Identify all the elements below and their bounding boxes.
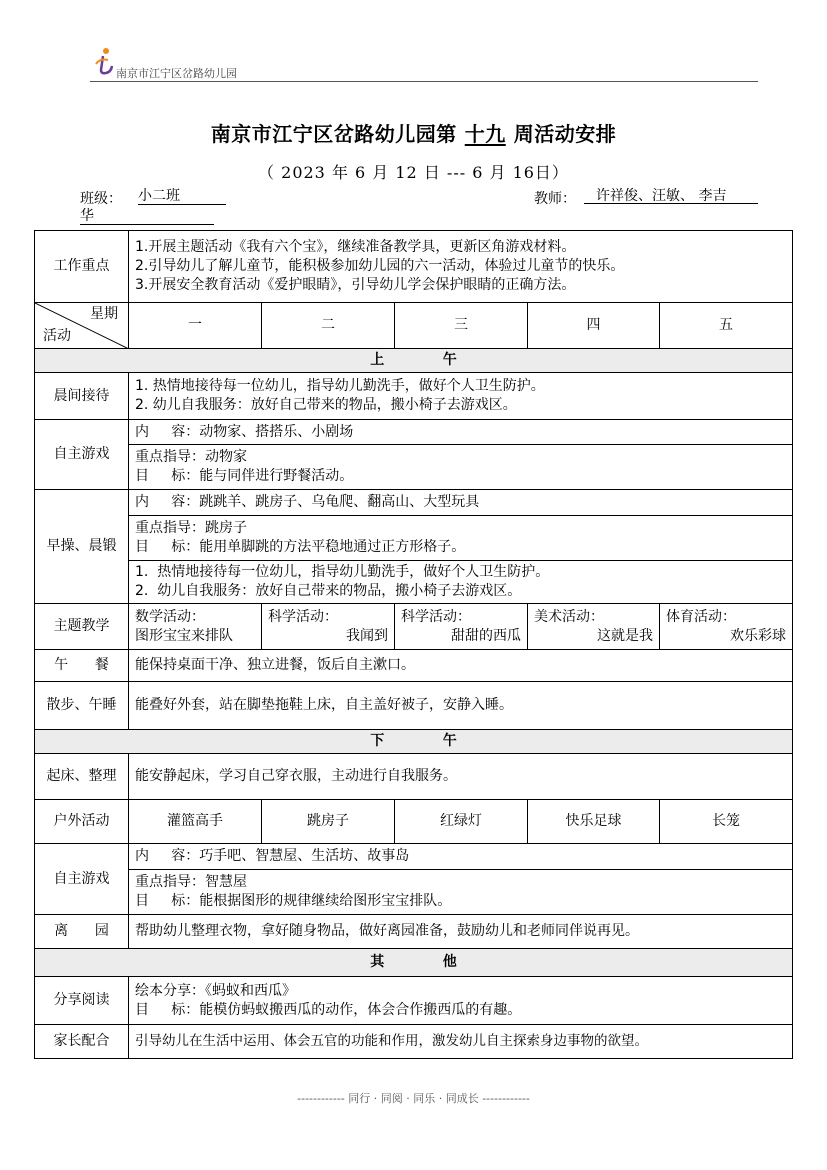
leave-text: 帮助幼儿整理衣物，拿好随身物品，做好离园准备，鼓励幼儿和老师同伴说再见。 [129, 915, 793, 949]
leave-row [35, 915, 793, 949]
focus-item: 2.引导幼儿了解儿童节，能积极参加幼儿园的六一活动，体验过儿童节的快乐。 [135, 258, 625, 274]
lunch-text: 能保持桌面干净、独立进餐，饭后自主漱口。 [129, 650, 793, 682]
exercise-label: 早操、晨锻 [35, 490, 129, 604]
page-title [0, 118, 827, 147]
exercise-goal-row [35, 516, 793, 561]
outdoor-day: 跳房子 [262, 800, 395, 844]
free-play-am-goal-row [35, 445, 793, 490]
theme-name: 这就是我 [597, 627, 653, 644]
section-other-row [35, 949, 793, 977]
section-morning: 上 午 [35, 349, 793, 373]
section-other: 其 他 [35, 949, 793, 977]
free-play-am-content: 内 容：动物家、搭搭乐、小剧场 [129, 420, 793, 445]
nap-text: 能叠好外套，站在脚垫拖鞋上床，自主盖好被子，安静入睡。 [129, 682, 793, 730]
header-school-name: 南京市江宁区岔路幼儿园 [116, 67, 237, 80]
theme-type: 科学活动： [401, 608, 471, 625]
teacher-label: 教师： [534, 191, 576, 207]
title-prefix: 南京市江宁区岔路幼儿园第 [210, 122, 457, 146]
reading-goal: 目 标：能模仿蚂蚁搬西瓜的动作，体会合作搬西瓜的有趣。 [135, 1001, 522, 1018]
free-play-pm-content: 内 容：巧手吧、智慧屋、生活坊、故事岛 [129, 844, 793, 870]
date-range: （ 2023 年 6 月 12 日 --- 6 月 16日） [258, 163, 569, 182]
theme-type: 体育活动： [666, 608, 736, 625]
reception-row [35, 373, 793, 420]
outdoor-day: 红绿灯 [395, 800, 528, 844]
teacher-value: 许祥俊、汪敏、 李吉 [584, 188, 758, 204]
page-header [90, 46, 758, 84]
free-play-pm-focus: 重点指导：智慧屋 [135, 874, 247, 890]
theme-type: 数学活动： [135, 608, 205, 625]
outdoor-day: 灌篮高手 [129, 800, 262, 844]
day-header: 一 [129, 303, 262, 349]
reading-label: 分享阅读 [35, 977, 129, 1025]
nap-row [35, 682, 793, 730]
exercise-focus: 重点指导：跳房子 [135, 520, 247, 536]
exercise-lines-row [35, 561, 793, 604]
focus-row [35, 231, 793, 303]
reading-row [35, 977, 793, 1025]
theme-row [35, 604, 793, 650]
section-afternoon: 下 午 [35, 730, 793, 754]
parents-label: 家长配合 [35, 1025, 129, 1059]
header-divider [90, 81, 758, 82]
free-play-pm-content-row [35, 844, 793, 870]
weekday-header-row [35, 303, 793, 349]
page-footer: ------------ 同行 · 同阅 · 同乐 · 同成长 ------------ [297, 1092, 530, 1105]
wake-label: 起床、整理 [35, 754, 129, 800]
theme-name: 欢乐彩球 [730, 627, 787, 644]
reading-book: 绘本分享：《蚂蚁和西瓜》 [135, 982, 296, 999]
outdoor-day: 长笼 [660, 800, 793, 844]
section-afternoon-row [35, 730, 793, 754]
reception-line: 1. 热情地接待每一位幼儿，指导幼儿勤洗手，做好个人卫生防护。 [135, 378, 545, 394]
exercise-line: 2. 幼儿自我服务：放好自己带来的物品，搬小椅子去游戏区。 [135, 583, 522, 599]
teacher-value-cont: 华 [80, 208, 214, 225]
free-play-am-label: 自主游戏 [35, 420, 129, 490]
day-header: 四 [528, 303, 660, 349]
wake-row [35, 754, 793, 800]
day-header: 三 [395, 303, 528, 349]
parents-text: 引导幼儿在生活中运用、体会五官的功能和作用，激发幼儿自主探索身边事物的欲望。 [129, 1025, 793, 1059]
theme-day [528, 604, 660, 650]
exercise-content: 内 容：跳跳羊、跳房子、乌龟爬、翻高山、大型玩具 [129, 490, 793, 516]
free-play-am-content-row [35, 420, 793, 445]
free-play-am-focus: 重点指导：动物家 [135, 449, 247, 465]
theme-day [395, 604, 528, 650]
outdoor-label: 户外活动 [35, 800, 129, 844]
wake-text: 能安静起床，学习自己穿衣服，主动进行自我服务。 [129, 754, 793, 800]
reception-label: 晨间接待 [35, 373, 129, 420]
corner-weekday: 星期 [90, 306, 118, 322]
corner-cell [35, 303, 129, 349]
leave-label: 离 园 [35, 915, 129, 949]
free-play-pm-label: 自主游戏 [35, 844, 129, 915]
free-play-pm-goal: 目 标：能根据图形的规律继续给图形宝宝排队。 [135, 893, 452, 909]
section-morning-row [35, 349, 793, 373]
exercise-line: 1. 热情地接待每一位幼儿，指导幼儿勤洗手，做好个人卫生防护。 [135, 564, 550, 580]
theme-type: 科学活动： [268, 608, 338, 625]
focus-item: 3.开展安全教育活动《爱护眼睛》，引导幼儿学会保护眼睛的正确方法。 [135, 277, 576, 293]
class-label: 班级： [80, 191, 122, 207]
day-header: 二 [262, 303, 395, 349]
focus-item: 1.开展主题活动《我有六个宝》，继续准备教学具，更新区角游戏材料。 [135, 239, 576, 255]
free-play-pm-goal-row [35, 870, 793, 915]
theme-type: 美术活动： [534, 608, 604, 625]
theme-day [262, 604, 395, 650]
outdoor-day: 快乐足球 [528, 800, 660, 844]
class-value: 小二班 [138, 188, 226, 205]
parents-row [35, 1025, 793, 1059]
theme-name: 甜甜的西瓜 [451, 627, 521, 644]
theme-day [660, 604, 793, 650]
title-suffix: 周活动安排 [513, 122, 617, 146]
outdoor-row [35, 800, 793, 844]
lunch-row [35, 650, 793, 682]
focus-label: 工作重点 [35, 231, 129, 303]
corner-activity: 活动 [43, 328, 71, 344]
lunch-label: 午 餐 [35, 650, 129, 682]
exercise-goal: 目 标：能用单脚跳的方法平稳地通过正方形格子。 [135, 539, 466, 555]
focus-content [129, 231, 793, 303]
school-logo [92, 46, 116, 76]
schedule-table [34, 230, 793, 1059]
title-week: 十九 [464, 122, 506, 146]
reception-line: 2. 幼儿自我服务：放好自己带来的物品，搬小椅子去游戏区。 [135, 397, 517, 413]
exercise-content-row [35, 490, 793, 516]
free-play-am-goal: 目 标：能与同伴进行野餐活动。 [135, 468, 354, 484]
theme-name: 我闻到 [346, 627, 388, 644]
day-header: 五 [660, 303, 793, 349]
theme-name: 图形宝宝来排队 [135, 627, 233, 644]
theme-label: 主题教学 [35, 604, 129, 650]
nap-label: 散步、午睡 [35, 682, 129, 730]
theme-day [129, 604, 262, 650]
